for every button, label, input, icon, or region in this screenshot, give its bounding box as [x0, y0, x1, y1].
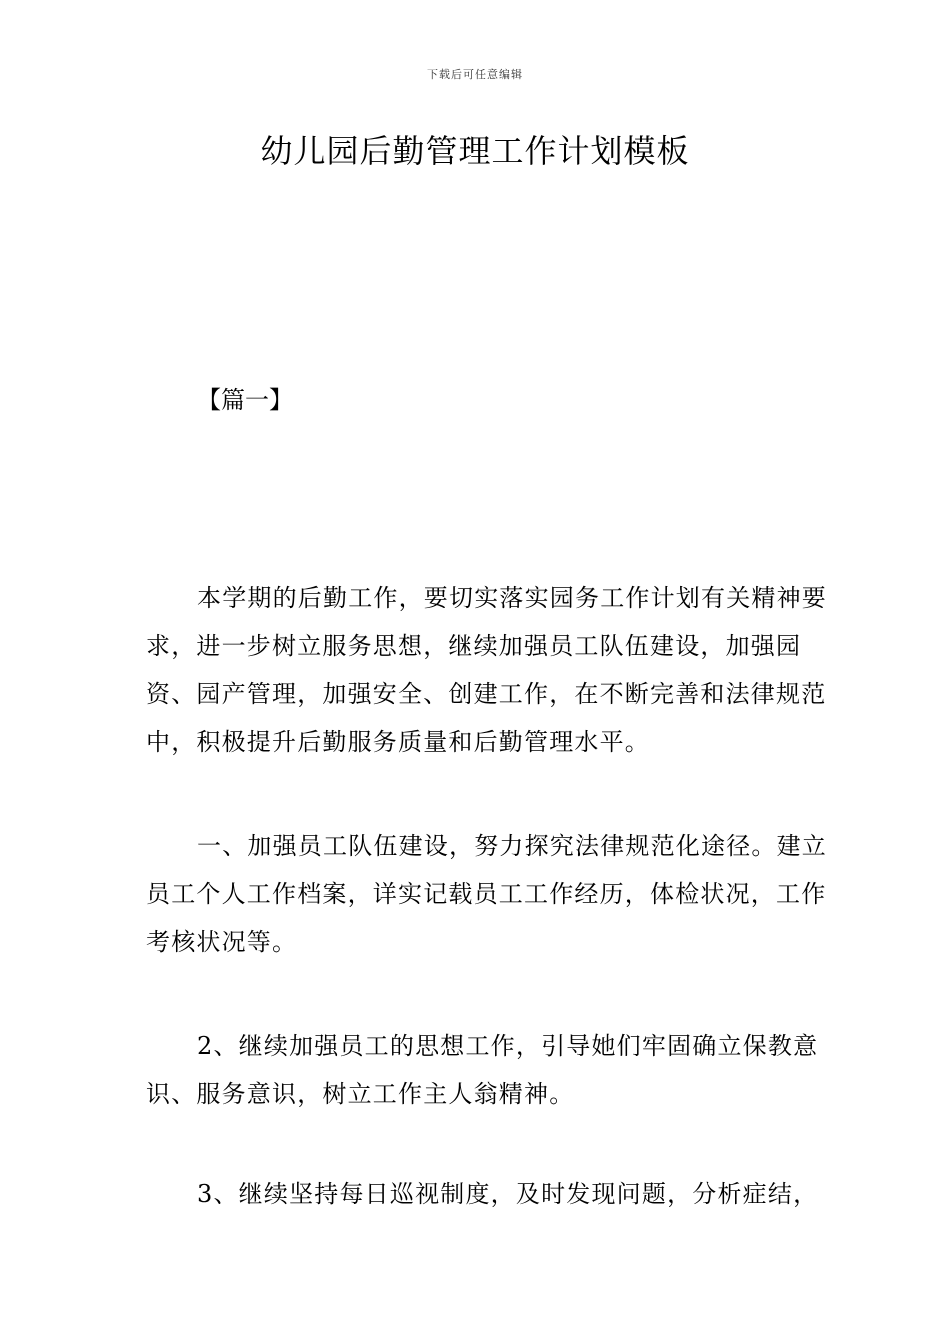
page-header-note: 下载后可任意编辑	[427, 68, 523, 81]
section-label: 【篇一】	[197, 386, 293, 414]
paragraph-item-3: 3、继续坚持每日巡视制度，及时发现问题，分析症结，	[197, 1180, 819, 1208]
paragraph-item-1: 一、加强员工队伍建设，努力探究法律规范化途径。建立员工个人工作档案，详实记载员工工作经历，体检状况，工作考核状况等。	[146, 832, 827, 956]
document-title: 幼儿园后勤管理工作计划模板	[260, 132, 690, 170]
paragraph-item-2: 2、继续加强员工的思想工作，引导她们牢固确立保教意识、服务意识，树立工作主人翁精神。	[146, 1032, 819, 1108]
paragraph-intro: 本学期的后勤工作，要切实落实园务工作计划有关精神要求，进一步树立服务思想，继续加强员工队伍建设，加强园资、园产管理，加强安全、创建工作，在不断完善和法律规范中，积极提升后勤服务质量和后勤管理水平。	[146, 584, 827, 756]
